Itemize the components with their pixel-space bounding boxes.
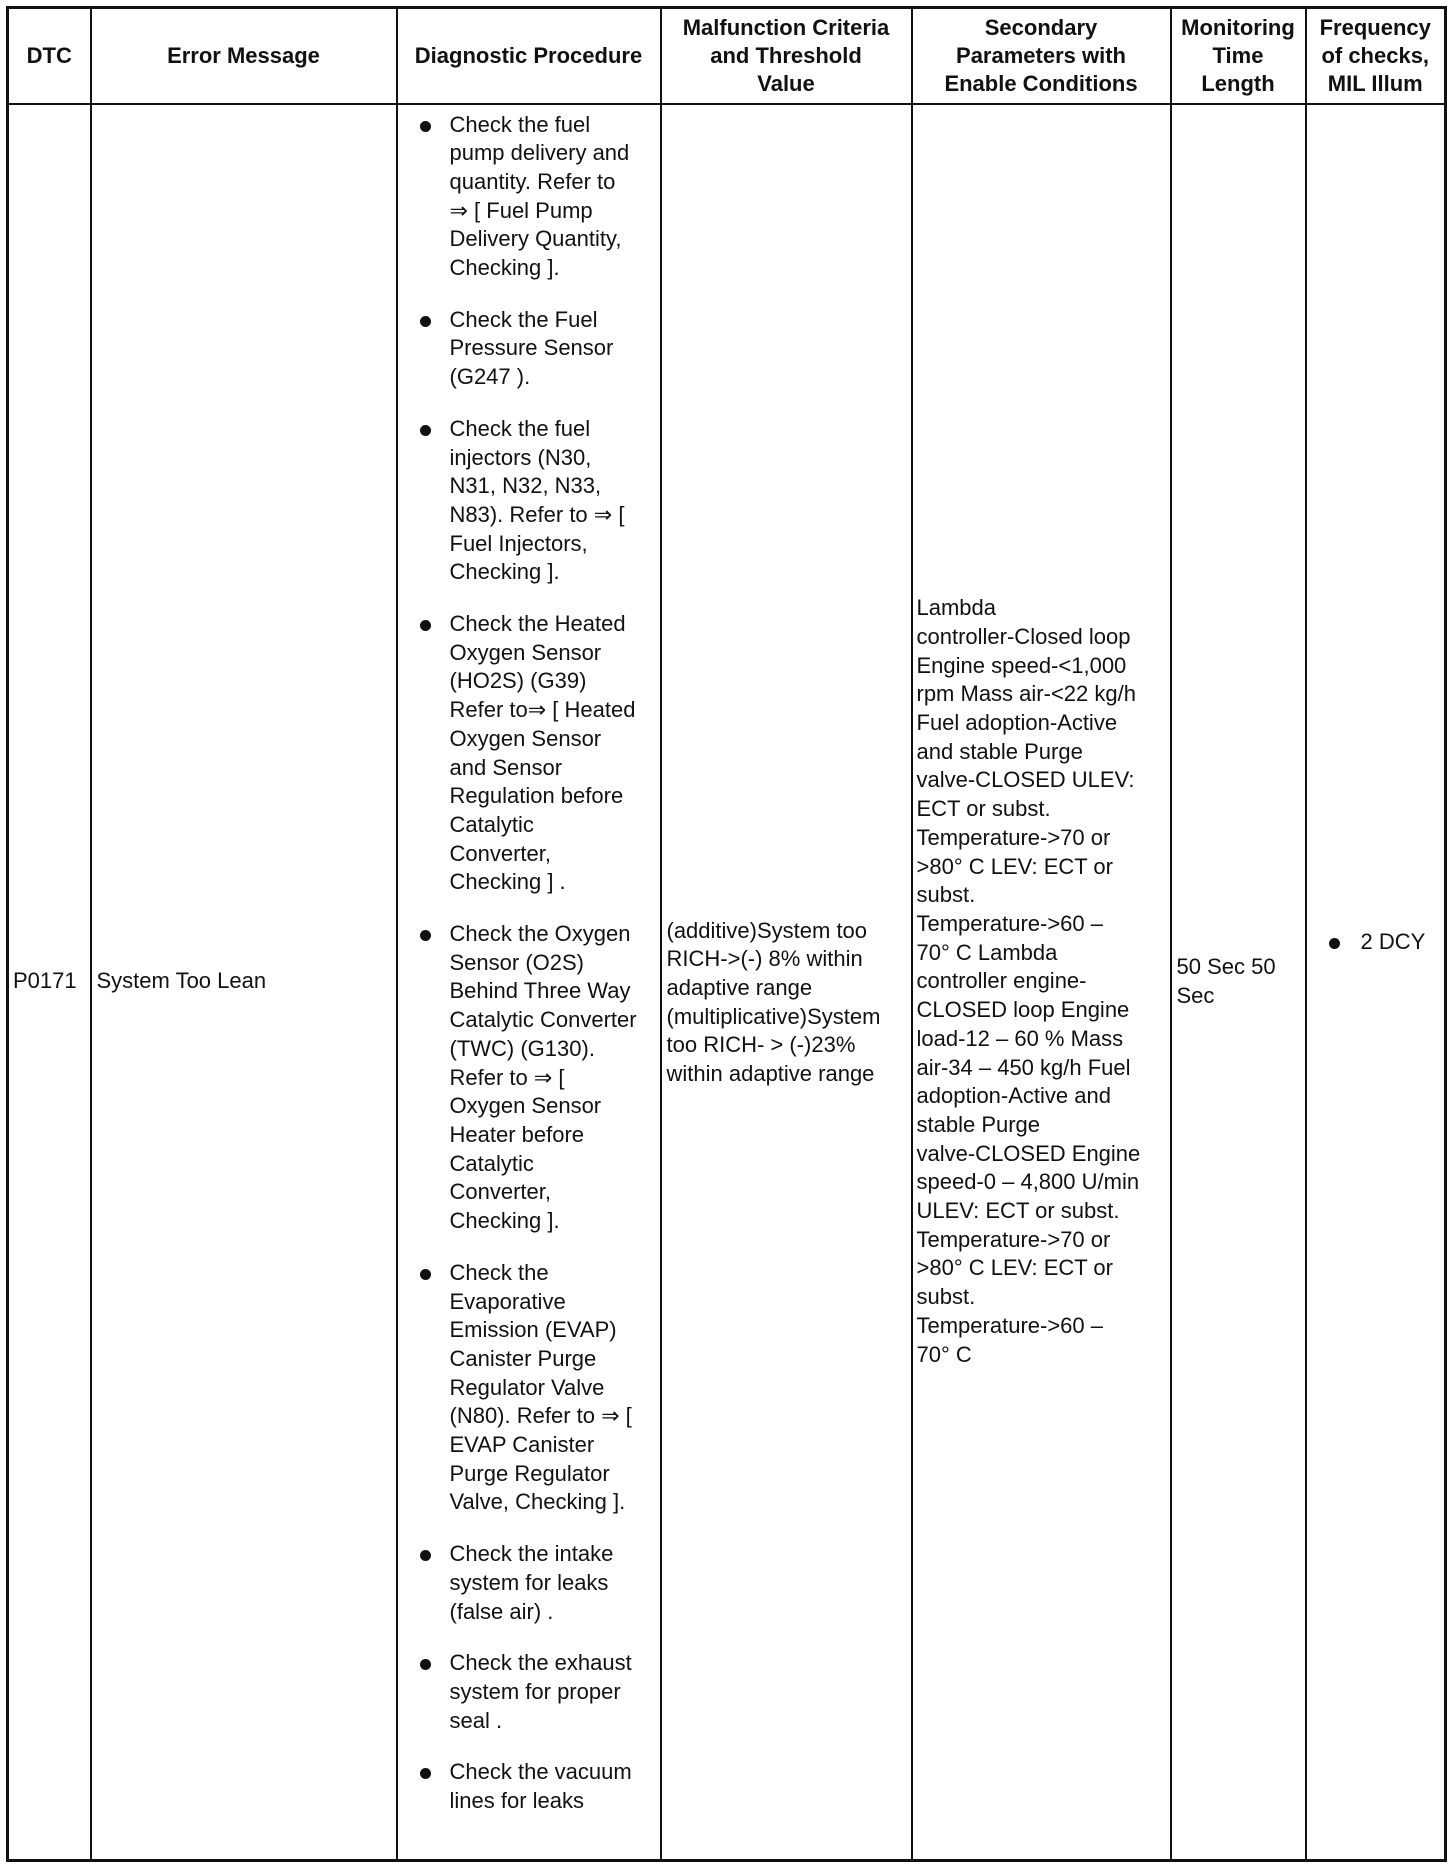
text-line: ECT or subst. (916, 796, 1051, 822)
bullet-icon (420, 1269, 431, 1280)
text-line: stable Purge (916, 1111, 1041, 1137)
procedure-text: lines for leaks (449, 1788, 585, 1814)
text-line: Value (757, 70, 815, 96)
procedure-text: (N80). Refer to ⇒ [ (449, 1403, 632, 1429)
text-line: Sec (1176, 982, 1215, 1008)
procedure-text: Emission (EVAP) (449, 1317, 617, 1343)
procedure-text: Regulation before (449, 783, 624, 809)
error-message: System Too Lean (91, 104, 397, 1861)
procedure-text: Converter, (449, 840, 551, 866)
procedure-item (398, 1259, 656, 1517)
procedure-text: Check the (449, 1259, 549, 1285)
procedure-list (398, 111, 656, 1816)
text-line: >80° C LEV: ECT or (916, 1255, 1113, 1281)
procedure-text: injectors (N30, (449, 444, 592, 470)
procedure-text: Checking ] . (449, 869, 566, 895)
text-line: too RICH- > (-)23% (666, 1032, 856, 1058)
procedure-text: system for leaks (449, 1569, 609, 1595)
bullet-icon (420, 1659, 431, 1670)
diagnostic-procedure-cell (397, 104, 661, 1861)
table-row (8, 104, 1446, 1861)
text-line: air-34 – 450 kg/h Fuel (916, 1054, 1131, 1080)
text-line: Parameters with (956, 42, 1126, 68)
procedure-text: Oxygen Sensor (449, 725, 602, 751)
text-line: speed-0 – 4,800 U/min (916, 1169, 1140, 1195)
procedure-text: Evaporative (449, 1288, 566, 1314)
text-line: 70° C (916, 1341, 972, 1367)
text-line: rpm Mass air-<22 kg/h (916, 681, 1136, 707)
bullet-icon (420, 121, 431, 132)
procedure-item (398, 920, 656, 1236)
text-line: subst. (916, 1284, 976, 1310)
header-dtc (8, 8, 91, 104)
frequency-value: 2 DCY (1360, 928, 1426, 954)
procedure-text: Check the Oxygen (449, 921, 631, 947)
procedure-text: Refer to⇒ [ Heated (449, 697, 636, 723)
procedure-text: Heater before (449, 1122, 585, 1147)
procedure-text: N31, N32, N33, (449, 473, 602, 499)
text-line: MIL Illum (1327, 70, 1423, 96)
procedure-text: and Sensor (449, 754, 563, 780)
procedure-item (398, 111, 656, 283)
bullet-icon (420, 1550, 431, 1561)
text-line: Temperature->60 – (916, 1312, 1103, 1338)
bullet-icon (420, 1768, 431, 1779)
text-line: DTC (26, 42, 72, 68)
procedure-text: Fuel Injectors, (449, 530, 588, 556)
malfunction-criteria (661, 104, 912, 1861)
text-line: Time (1212, 42, 1264, 68)
text-line: (multiplicative)System (666, 1003, 881, 1029)
header-secondary-parameters (912, 8, 1171, 104)
text-line: Engine speed-<1,000 (916, 652, 1127, 678)
procedure-text: Check the vacuum (449, 1759, 632, 1785)
text-line: ULEV: ECT or subst. (916, 1198, 1120, 1224)
procedure-text: Pressure Sensor (449, 335, 614, 361)
text-line: Diagnostic Procedure (414, 42, 643, 68)
frequency-cell (1306, 104, 1446, 1861)
procedure-text: ⇒ [ Fuel Pump (449, 197, 593, 223)
procedure-text: (false air) . (449, 1598, 554, 1624)
text-line: subst. (916, 882, 976, 908)
procedure-item (398, 610, 656, 897)
text-line: of checks, (1321, 42, 1430, 68)
text-line: 50 Sec 50 (1176, 954, 1276, 980)
secondary-parameters (912, 104, 1171, 1861)
frequency-item (1307, 928, 1441, 957)
text-line: Temperature->70 or (916, 824, 1111, 850)
procedure-item (398, 1649, 656, 1735)
text-line: RICH->(-) 8% within (666, 946, 863, 972)
header-frequency (1306, 8, 1446, 104)
text-line: valve-CLOSED ULEV: (916, 767, 1135, 793)
procedure-text: (G247 ). (449, 364, 531, 390)
procedure-text: Check the Fuel (449, 306, 598, 332)
text-line: >80° C LEV: ECT or (916, 853, 1113, 879)
procedure-text: Refer to ⇒ [ (449, 1064, 565, 1090)
procedure-text: quantity. Refer to (449, 168, 616, 194)
procedure-text: seal . (449, 1707, 503, 1733)
header-monitoring-time (1171, 8, 1306, 104)
monitoring-time (1171, 104, 1306, 1861)
procedure-text: (TWC) (G130). (449, 1035, 595, 1061)
procedure-text: pump delivery and (449, 140, 630, 166)
bullet-icon (420, 930, 431, 941)
text-line: Temperature->60 – (916, 910, 1103, 936)
text-line: Monitoring (1181, 14, 1295, 40)
procedure-text: system for proper (449, 1678, 621, 1704)
bullet-icon (420, 620, 431, 631)
header-row (8, 8, 1446, 104)
text-line: adoption-Active and (916, 1083, 1111, 1109)
header-error-message (91, 8, 397, 104)
procedure-text: Check the Heated (449, 611, 626, 637)
text-line: valve-CLOSED Engine (916, 1140, 1141, 1166)
procedure-text: Valve, Checking ]. (449, 1489, 626, 1515)
text-line: Temperature->70 or (916, 1226, 1111, 1252)
procedure-text: Checking ]. (449, 559, 560, 585)
text-line: controller engine- (916, 968, 1087, 994)
text-line: 70° C Lambda (916, 939, 1058, 965)
procedure-text: Checking ]. (449, 1208, 560, 1234)
text-line: and Threshold (710, 42, 862, 68)
procedure-text: N83). Refer to ⇒ [ (449, 501, 625, 527)
procedure-item (398, 415, 656, 587)
procedure-item (398, 1540, 656, 1626)
bullet-icon (420, 425, 431, 436)
bullet-icon (420, 316, 431, 327)
procedure-text: Behind Three Way (449, 978, 631, 1004)
procedure-text: Catalytic (449, 1150, 534, 1176)
procedure-text: Check the exhaust (449, 1650, 632, 1676)
procedure-item (398, 1758, 656, 1815)
text-line: Secondary (984, 14, 1098, 40)
procedure-text: Oxygen Sensor (449, 639, 602, 665)
header-diagnostic-procedure (397, 8, 661, 104)
procedure-text: Regulator Valve (449, 1374, 605, 1400)
procedure-text: Sensor (O2S) (449, 949, 584, 975)
dtc-code: P0171 (8, 104, 91, 1861)
procedure-text: Oxygen Sensor (449, 1093, 602, 1119)
procedure-text: Catalytic Converter (449, 1007, 637, 1033)
text-line: Frequency (1319, 14, 1431, 40)
dtc-table (6, 6, 1447, 1862)
procedure-text: Delivery Quantity, (449, 226, 622, 252)
text-line: Malfunction Criteria (682, 14, 890, 40)
text-line: within adaptive range (666, 1061, 875, 1087)
procedure-text: Converter, (449, 1179, 551, 1205)
text-line: and stable Purge (916, 738, 1083, 764)
procedure-text: (HO2S) (G39) (449, 668, 587, 694)
procedure-text: Check the fuel (449, 415, 591, 441)
text-line: Length (1201, 70, 1275, 96)
header-malfunction-criteria (661, 8, 912, 104)
text-line: Enable Conditions (944, 70, 1138, 96)
text-line: CLOSED loop Engine (916, 997, 1130, 1023)
text-line: load-12 – 60 % Mass (916, 1025, 1124, 1051)
text-line: Lambda (916, 595, 997, 621)
text-line: controller-Closed loop (916, 623, 1131, 649)
procedure-text: Catalytic (449, 811, 534, 837)
procedure-text: Checking ]. (449, 255, 560, 281)
bullet-icon (1329, 938, 1340, 949)
text-line: adaptive range (666, 975, 813, 1001)
text-line: Fuel adoption-Active (916, 710, 1118, 736)
procedure-text: EVAP Canister (449, 1432, 595, 1458)
procedure-text: Check the fuel (449, 111, 591, 137)
procedure-text: Check the intake (449, 1541, 614, 1567)
text-line: Error Message (167, 42, 320, 68)
procedure-item (398, 306, 656, 392)
text-line: (additive)System too (666, 917, 868, 943)
procedure-text: Purge Regulator (449, 1460, 610, 1486)
procedure-text: Canister Purge (449, 1345, 597, 1371)
